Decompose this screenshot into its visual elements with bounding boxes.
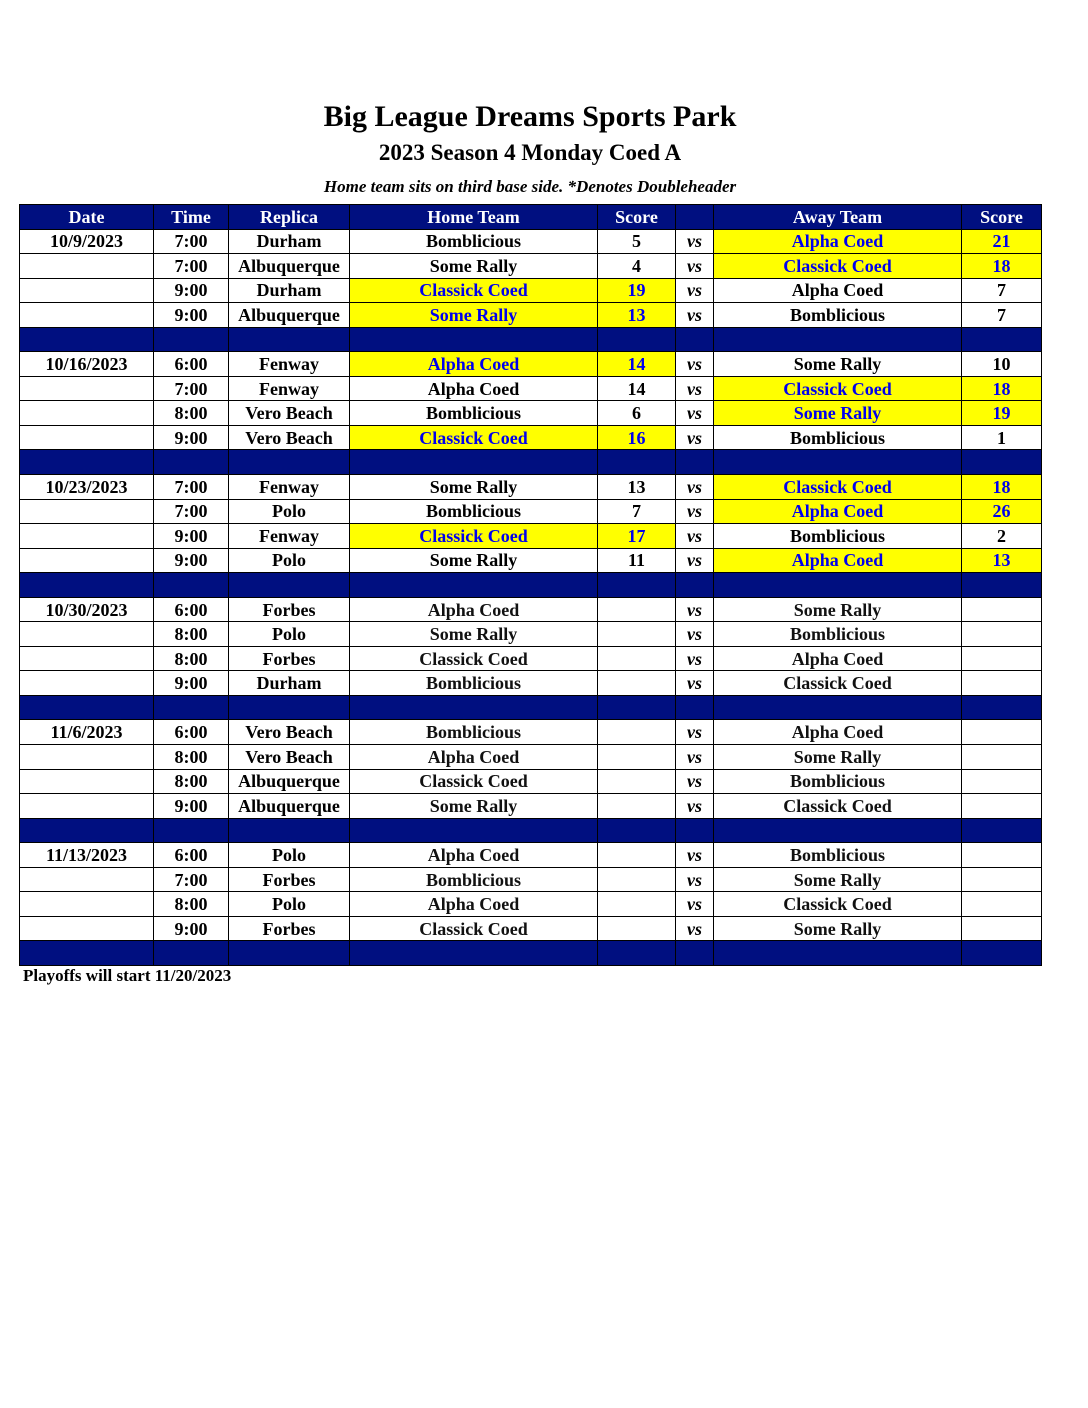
week-separator-row xyxy=(20,450,1042,475)
col-header-vs xyxy=(676,205,714,230)
separator-cell xyxy=(350,450,598,475)
game-field: Forbes xyxy=(229,916,350,941)
away-team: Classick Coed xyxy=(714,376,962,401)
game-date xyxy=(20,671,154,696)
game-date xyxy=(20,401,154,426)
away-score xyxy=(962,867,1042,892)
separator-cell xyxy=(229,573,350,598)
away-score: 13 xyxy=(962,548,1042,573)
vs-label: vs xyxy=(676,892,714,917)
game-time: 9:00 xyxy=(154,524,229,549)
separator-cell xyxy=(714,941,962,966)
away-score: 26 xyxy=(962,499,1042,524)
game-time: 6:00 xyxy=(154,352,229,377)
separator-cell xyxy=(154,818,229,843)
home-score: 13 xyxy=(598,475,676,500)
separator-cell xyxy=(598,573,676,598)
home-team: Classick Coed xyxy=(350,769,598,794)
away-team: Bomblicious xyxy=(714,425,962,450)
away-score xyxy=(962,892,1042,917)
game-date xyxy=(20,745,154,770)
vs-label: vs xyxy=(676,843,714,868)
home-score xyxy=(598,745,676,770)
away-score xyxy=(962,671,1042,696)
table-row xyxy=(20,376,1042,401)
week-separator-row xyxy=(20,818,1042,843)
game-time: 7:00 xyxy=(154,499,229,524)
game-field: Durham xyxy=(229,229,350,254)
separator-cell xyxy=(676,695,714,720)
game-field: Polo xyxy=(229,622,350,647)
away-team: Some Rally xyxy=(714,867,962,892)
vs-label: vs xyxy=(676,499,714,524)
game-time: 8:00 xyxy=(154,401,229,426)
game-field: Polo xyxy=(229,499,350,524)
vs-label: vs xyxy=(676,303,714,328)
away-score: 19 xyxy=(962,401,1042,426)
game-date xyxy=(20,254,154,279)
separator-cell xyxy=(229,941,350,966)
separator-cell xyxy=(714,573,962,598)
separator-cell xyxy=(714,450,962,475)
table-row xyxy=(20,622,1042,647)
separator-cell xyxy=(676,573,714,598)
game-time: 8:00 xyxy=(154,646,229,671)
vs-label: vs xyxy=(676,254,714,279)
home-score: 6 xyxy=(598,401,676,426)
table-row xyxy=(20,916,1042,941)
table-row xyxy=(20,646,1042,671)
game-time: 9:00 xyxy=(154,916,229,941)
away-score xyxy=(962,622,1042,647)
game-time: 6:00 xyxy=(154,720,229,745)
game-field: Albuquerque xyxy=(229,254,350,279)
game-time: 9:00 xyxy=(154,794,229,819)
game-time: 9:00 xyxy=(154,303,229,328)
separator-cell xyxy=(598,941,676,966)
separator-cell xyxy=(20,695,154,720)
game-date: 10/30/2023 xyxy=(20,597,154,622)
col-header-away-team: Away Team xyxy=(714,205,962,230)
home-score xyxy=(598,892,676,917)
vs-label: vs xyxy=(676,278,714,303)
separator-cell xyxy=(350,941,598,966)
table-row xyxy=(20,524,1042,549)
vs-label: vs xyxy=(676,916,714,941)
away-score xyxy=(962,720,1042,745)
vs-label: vs xyxy=(676,597,714,622)
game-date xyxy=(20,376,154,401)
table-row xyxy=(20,278,1042,303)
col-header-time: Time xyxy=(154,205,229,230)
col-header-home-team: Home Team xyxy=(350,205,598,230)
game-time: 9:00 xyxy=(154,671,229,696)
separator-cell xyxy=(714,695,962,720)
separator-cell xyxy=(962,818,1042,843)
game-date xyxy=(20,892,154,917)
away-score: 1 xyxy=(962,425,1042,450)
vs-label: vs xyxy=(676,720,714,745)
home-team: Some Rally xyxy=(350,794,598,819)
game-time: 7:00 xyxy=(154,376,229,401)
away-score xyxy=(962,794,1042,819)
separator-cell xyxy=(598,818,676,843)
game-field: Vero Beach xyxy=(229,425,350,450)
separator-cell xyxy=(350,695,598,720)
away-team: Some Rally xyxy=(714,401,962,426)
schedule-table xyxy=(19,204,1042,966)
game-time: 7:00 xyxy=(154,229,229,254)
playoffs-note: Playoffs will start 11/20/2023 xyxy=(23,966,232,985)
table-row xyxy=(20,794,1042,819)
game-date xyxy=(20,499,154,524)
home-score xyxy=(598,622,676,647)
home-team: Alpha Coed xyxy=(350,597,598,622)
game-date: 11/13/2023 xyxy=(20,843,154,868)
game-date xyxy=(20,646,154,671)
away-team: Alpha Coed xyxy=(714,499,962,524)
home-score: 13 xyxy=(598,303,676,328)
game-field: Forbes xyxy=(229,867,350,892)
game-date xyxy=(20,425,154,450)
game-field: Durham xyxy=(229,278,350,303)
home-score: 5 xyxy=(598,229,676,254)
away-score xyxy=(962,597,1042,622)
table-row xyxy=(20,254,1042,279)
game-field: Albuquerque xyxy=(229,303,350,328)
table-row xyxy=(20,769,1042,794)
home-team: Alpha Coed xyxy=(350,745,598,770)
table-row xyxy=(20,720,1042,745)
table-row xyxy=(20,843,1042,868)
home-score: 7 xyxy=(598,499,676,524)
home-team: Alpha Coed xyxy=(350,352,598,377)
home-score xyxy=(598,671,676,696)
vs-label: vs xyxy=(676,548,714,573)
away-team: Alpha Coed xyxy=(714,229,962,254)
vs-label: vs xyxy=(676,475,714,500)
game-date: 11/6/2023 xyxy=(20,720,154,745)
game-time: 7:00 xyxy=(154,254,229,279)
home-score xyxy=(598,597,676,622)
game-date: 10/16/2023 xyxy=(20,352,154,377)
game-date xyxy=(20,303,154,328)
game-field: Vero Beach xyxy=(229,720,350,745)
page-subtitle: 2023 Season 4 Monday Coed A xyxy=(378,140,682,165)
game-date xyxy=(20,794,154,819)
game-time: 8:00 xyxy=(154,892,229,917)
away-team: Alpha Coed xyxy=(714,720,962,745)
away-team: Alpha Coed xyxy=(714,278,962,303)
away-team: Classick Coed xyxy=(714,475,962,500)
away-team: Bomblicious xyxy=(714,524,962,549)
away-team: Classick Coed xyxy=(714,671,962,696)
away-team: Some Rally xyxy=(714,352,962,377)
home-team: Some Rally xyxy=(350,622,598,647)
home-score: 11 xyxy=(598,548,676,573)
week-separator-row xyxy=(20,695,1042,720)
separator-cell xyxy=(20,573,154,598)
home-team: Bomblicious xyxy=(350,867,598,892)
game-field: Albuquerque xyxy=(229,794,350,819)
away-score: 7 xyxy=(962,303,1042,328)
separator-cell xyxy=(20,450,154,475)
away-score xyxy=(962,646,1042,671)
game-field: Vero Beach xyxy=(229,745,350,770)
away-team: Bomblicious xyxy=(714,843,962,868)
game-field: Polo xyxy=(229,843,350,868)
vs-label: vs xyxy=(676,352,714,377)
away-team: Bomblicious xyxy=(714,622,962,647)
table-row xyxy=(20,671,1042,696)
table-row xyxy=(20,303,1042,328)
separator-cell xyxy=(154,327,229,352)
home-team: Classick Coed xyxy=(350,646,598,671)
game-field: Fenway xyxy=(229,376,350,401)
separator-cell xyxy=(154,450,229,475)
vs-label: vs xyxy=(676,622,714,647)
away-score xyxy=(962,745,1042,770)
game-field: Vero Beach xyxy=(229,401,350,426)
separator-cell xyxy=(229,818,350,843)
home-score: 17 xyxy=(598,524,676,549)
game-date xyxy=(20,867,154,892)
game-time: 8:00 xyxy=(154,769,229,794)
away-score: 10 xyxy=(962,352,1042,377)
vs-label: vs xyxy=(676,769,714,794)
home-score: 16 xyxy=(598,425,676,450)
table-header-row xyxy=(20,205,1042,230)
week-separator-row xyxy=(20,327,1042,352)
vs-label: vs xyxy=(676,867,714,892)
away-score: 7 xyxy=(962,278,1042,303)
away-score: 18 xyxy=(962,254,1042,279)
home-score: 19 xyxy=(598,278,676,303)
separator-cell xyxy=(20,941,154,966)
away-score: 21 xyxy=(962,229,1042,254)
separator-cell xyxy=(154,941,229,966)
away-score: 18 xyxy=(962,475,1042,500)
game-field: Durham xyxy=(229,671,350,696)
home-score xyxy=(598,794,676,819)
game-time: 8:00 xyxy=(154,745,229,770)
game-date: 10/23/2023 xyxy=(20,475,154,500)
game-field: Forbes xyxy=(229,646,350,671)
table-row xyxy=(20,425,1042,450)
vs-label: vs xyxy=(676,376,714,401)
game-time: 9:00 xyxy=(154,278,229,303)
away-team: Some Rally xyxy=(714,745,962,770)
schedule-body xyxy=(20,229,1042,965)
schedule-note: Home team sits on third base side. *Denotes Doubleheader xyxy=(323,177,737,196)
home-team: Bomblicious xyxy=(350,499,598,524)
vs-label: vs xyxy=(676,524,714,549)
vs-label: vs xyxy=(676,425,714,450)
home-team: Some Rally xyxy=(350,548,598,573)
game-date xyxy=(20,769,154,794)
away-team: Some Rally xyxy=(714,916,962,941)
separator-cell xyxy=(714,818,962,843)
home-score: 4 xyxy=(598,254,676,279)
col-header-replica: Replica xyxy=(229,205,350,230)
table-row xyxy=(20,892,1042,917)
table-row xyxy=(20,867,1042,892)
game-time: 9:00 xyxy=(154,548,229,573)
separator-cell xyxy=(962,450,1042,475)
game-date xyxy=(20,278,154,303)
table-row xyxy=(20,597,1042,622)
game-date: 10/9/2023 xyxy=(20,229,154,254)
away-score: 2 xyxy=(962,524,1042,549)
table-row xyxy=(20,401,1042,426)
vs-label: vs xyxy=(676,229,714,254)
separator-cell xyxy=(962,573,1042,598)
vs-label: vs xyxy=(676,401,714,426)
game-time: 8:00 xyxy=(154,622,229,647)
game-date xyxy=(20,622,154,647)
table-row xyxy=(20,352,1042,377)
table-row xyxy=(20,499,1042,524)
separator-cell xyxy=(229,327,350,352)
separator-cell xyxy=(962,695,1042,720)
away-score xyxy=(962,843,1042,868)
home-team: Classick Coed xyxy=(350,524,598,549)
home-score xyxy=(598,843,676,868)
home-score xyxy=(598,720,676,745)
separator-cell xyxy=(676,818,714,843)
separator-cell xyxy=(676,941,714,966)
home-team: Some Rally xyxy=(350,475,598,500)
separator-cell xyxy=(154,573,229,598)
game-field: Albuquerque xyxy=(229,769,350,794)
away-score xyxy=(962,916,1042,941)
away-team: Some Rally xyxy=(714,597,962,622)
home-team: Bomblicious xyxy=(350,720,598,745)
separator-cell xyxy=(350,327,598,352)
separator-cell xyxy=(962,941,1042,966)
separator-cell xyxy=(229,695,350,720)
home-team: Bomblicious xyxy=(350,401,598,426)
game-field: Fenway xyxy=(229,524,350,549)
vs-label: vs xyxy=(676,646,714,671)
vs-label: vs xyxy=(676,794,714,819)
home-team: Some Rally xyxy=(350,254,598,279)
game-date xyxy=(20,524,154,549)
separator-cell xyxy=(154,695,229,720)
vs-label: vs xyxy=(676,745,714,770)
home-score: 14 xyxy=(598,352,676,377)
separator-cell xyxy=(598,327,676,352)
home-score xyxy=(598,769,676,794)
separator-cell xyxy=(350,818,598,843)
away-team: Classick Coed xyxy=(714,254,962,279)
col-header-date: Date xyxy=(20,205,154,230)
table-row xyxy=(20,229,1042,254)
home-team: Alpha Coed xyxy=(350,892,598,917)
home-score: 14 xyxy=(598,376,676,401)
vs-label: vs xyxy=(676,671,714,696)
table-row xyxy=(20,475,1042,500)
game-time: 6:00 xyxy=(154,597,229,622)
separator-cell xyxy=(962,327,1042,352)
away-team: Classick Coed xyxy=(714,794,962,819)
separator-cell xyxy=(598,450,676,475)
week-separator-row xyxy=(20,941,1042,966)
week-separator-row xyxy=(20,573,1042,598)
home-team: Alpha Coed xyxy=(350,843,598,868)
away-team: Alpha Coed xyxy=(714,548,962,573)
table-row xyxy=(20,548,1042,573)
separator-cell xyxy=(676,327,714,352)
separator-cell xyxy=(598,695,676,720)
separator-cell xyxy=(350,573,598,598)
home-score xyxy=(598,916,676,941)
separator-cell xyxy=(20,327,154,352)
game-time: 9:00 xyxy=(154,425,229,450)
separator-cell xyxy=(714,327,962,352)
game-time: 7:00 xyxy=(154,867,229,892)
game-field: Fenway xyxy=(229,475,350,500)
home-team: Alpha Coed xyxy=(350,376,598,401)
home-team: Classick Coed xyxy=(350,278,598,303)
home-team: Classick Coed xyxy=(350,916,598,941)
game-time: 7:00 xyxy=(154,475,229,500)
away-team: Alpha Coed xyxy=(714,646,962,671)
separator-cell xyxy=(20,818,154,843)
game-date xyxy=(20,548,154,573)
table-row xyxy=(20,745,1042,770)
game-field: Fenway xyxy=(229,352,350,377)
game-date xyxy=(20,916,154,941)
away-team: Bomblicious xyxy=(714,303,962,328)
away-team: Classick Coed xyxy=(714,892,962,917)
separator-cell xyxy=(676,450,714,475)
away-team: Bomblicious xyxy=(714,769,962,794)
col-header-away-score: Score xyxy=(962,205,1042,230)
home-score xyxy=(598,867,676,892)
separator-cell xyxy=(229,450,350,475)
away-score: 18 xyxy=(962,376,1042,401)
page-title: Big League Dreams Sports Park xyxy=(323,100,737,133)
game-field: Polo xyxy=(229,548,350,573)
home-team: Bomblicious xyxy=(350,671,598,696)
away-score xyxy=(962,769,1042,794)
game-field: Forbes xyxy=(229,597,350,622)
home-team: Bomblicious xyxy=(350,229,598,254)
game-field: Polo xyxy=(229,892,350,917)
col-header-home-score: Score xyxy=(598,205,676,230)
home-team: Some Rally xyxy=(350,303,598,328)
game-time: 6:00 xyxy=(154,843,229,868)
home-score xyxy=(598,646,676,671)
home-team: Classick Coed xyxy=(350,425,598,450)
